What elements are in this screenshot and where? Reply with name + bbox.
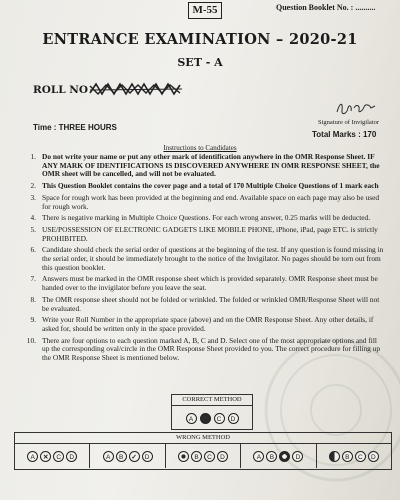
invigilator-signature-icon bbox=[334, 98, 378, 118]
instruction-text: Space for rough work has been provided at the beginning and end. Available space on each page may also be used for rough work. bbox=[42, 192, 380, 211]
instruction-text: The OMR response sheet should not be folded or wrinkled. The folded or wrinkled OMR/Response Sheet will not be evaluated. bbox=[42, 294, 380, 313]
wrong-method-label: WRONG METHOD bbox=[15, 433, 391, 444]
instruction-text: Candidate should check the serial order of questions at the beginning of the test. If any question is found missing in the serial order, it should be immediately brought to the notice of the Invigilator. No pages should be torn out from this question booklet. bbox=[42, 245, 384, 272]
instruction-text: There is negative marking in Multiple Choice Questions. For each wrong answer, 0.25 marks will be deducted. bbox=[42, 213, 371, 223]
instructions-list bbox=[22, 153, 384, 366]
option-bubble: D bbox=[142, 451, 153, 462]
exam-set: SET - A bbox=[177, 56, 223, 69]
option-bubble: A bbox=[186, 413, 197, 424]
booklet-code: M-55 bbox=[188, 2, 222, 19]
correct-method-label: CORRECT METHOD bbox=[172, 395, 252, 406]
option-bubble: A bbox=[253, 451, 264, 462]
wrong-example-tick bbox=[90, 444, 165, 468]
option-bubble: D bbox=[228, 413, 239, 424]
option-bubble: C bbox=[355, 451, 366, 462]
instruction-number: 3. bbox=[30, 192, 36, 202]
option-bubble: B bbox=[116, 451, 127, 462]
instructions-heading: Instructions to Candidates bbox=[163, 144, 237, 152]
invigilator-signature-label: Signature of Invigilator bbox=[318, 119, 380, 126]
exam-duration: Time : THREE HOURS bbox=[33, 123, 117, 132]
instruction-item bbox=[22, 214, 384, 223]
option-bubble-dotted bbox=[178, 451, 189, 462]
option-bubble: D bbox=[292, 451, 303, 462]
instruction-item bbox=[22, 194, 384, 211]
option-bubble: C bbox=[53, 451, 64, 462]
instruction-number: 6. bbox=[30, 245, 36, 255]
instruction-number: 8. bbox=[30, 294, 36, 304]
instruction-text: This Question Booklet contains the cover page and a total of 170 Multiple Choice Questions of 1 mark each bbox=[42, 181, 379, 191]
option-bubble-filled: B bbox=[200, 413, 211, 424]
instruction-item bbox=[22, 296, 384, 313]
correct-method-bubbles bbox=[172, 406, 252, 430]
instruction-item bbox=[22, 246, 384, 272]
instruction-text: Write your Roll Number in the appropriate space (above) and on the OMR Response Sheet. Any other details, if asked for, should be written only in the space provided. bbox=[42, 315, 374, 333]
redacted-roll-number-icon bbox=[88, 81, 184, 97]
wrong-method-groups bbox=[15, 444, 391, 468]
option-bubble-ticked: ✓ bbox=[129, 451, 140, 462]
instruction-item bbox=[22, 182, 384, 191]
question-booklet-number-label: Question Booklet No. : .......... bbox=[276, 3, 376, 12]
instruction-text: Do not write your name or put any other mark of identification anywhere in the OMR Response Sheet. IF ANY MARK OF IDENTIFICATIONS IS DISCOVERED ANYWHERE IN OMR RESPONSE SHEET, the OMR sheet will be cancelled, and will not be evaluated. bbox=[42, 152, 380, 179]
instruction-number: 5. bbox=[30, 224, 36, 234]
option-bubble: B bbox=[342, 451, 353, 462]
option-bubble-half-filled bbox=[329, 451, 340, 462]
correct-method-box bbox=[171, 394, 253, 430]
instruction-number: 1. bbox=[30, 152, 36, 161]
instruction-item bbox=[22, 226, 384, 243]
instruction-item bbox=[22, 275, 384, 292]
option-bubble-crossed: ✕ bbox=[40, 451, 51, 462]
option-bubble: C bbox=[214, 413, 225, 424]
option-bubble: B bbox=[266, 451, 277, 462]
wrong-example-ring bbox=[241, 444, 316, 468]
instruction-text: USE/POSSESSION OF ELECTRONIC GADGETS LIKE MOBILE PHONE, iPhone, iPad, page ETC. is strictly PROHIBITED. bbox=[42, 224, 378, 243]
wrong-example-dot bbox=[166, 444, 241, 468]
option-bubble: D bbox=[66, 451, 77, 462]
instruction-text: Answers must be marked in the OMR response sheet which is provided separately. OMR Response sheet must be handed over to the invigilator before you leave the seat. bbox=[42, 274, 378, 293]
wrong-example-half bbox=[317, 444, 391, 468]
instruction-number: 4. bbox=[30, 213, 36, 223]
instruction-number: 7. bbox=[30, 274, 36, 284]
instruction-number: 10. bbox=[26, 335, 36, 345]
instruction-item bbox=[22, 316, 384, 333]
instruction-number: 2. bbox=[30, 181, 36, 191]
wrong-example-cross bbox=[15, 444, 90, 468]
exam-title: ENTRANCE EXAMINATION – 2020-21 bbox=[42, 31, 358, 48]
instruction-item bbox=[22, 337, 384, 363]
roll-number-label: ROLL NO bbox=[33, 84, 89, 96]
option-bubble: A bbox=[103, 451, 114, 462]
option-bubble: D bbox=[217, 451, 228, 462]
option-bubble: D bbox=[368, 451, 379, 462]
option-bubble: C bbox=[204, 451, 215, 462]
wrong-method-box bbox=[14, 432, 392, 470]
instruction-number: 9. bbox=[30, 315, 36, 325]
total-marks: Total Marks : 170 bbox=[312, 130, 377, 139]
instruction-text: There are four options to each question marked A, B, C and D. Select one of the most appropriate options and fill up the corresponding oval/circle in the OMR Response Sheet provided to you. The correct procedure for filling up the OMR Response Sheet is mentioned below. bbox=[42, 335, 381, 363]
instruction-item bbox=[22, 153, 384, 179]
option-bubble: B bbox=[191, 451, 202, 462]
option-bubble: A bbox=[27, 451, 38, 462]
option-bubble-ringed bbox=[279, 451, 290, 462]
